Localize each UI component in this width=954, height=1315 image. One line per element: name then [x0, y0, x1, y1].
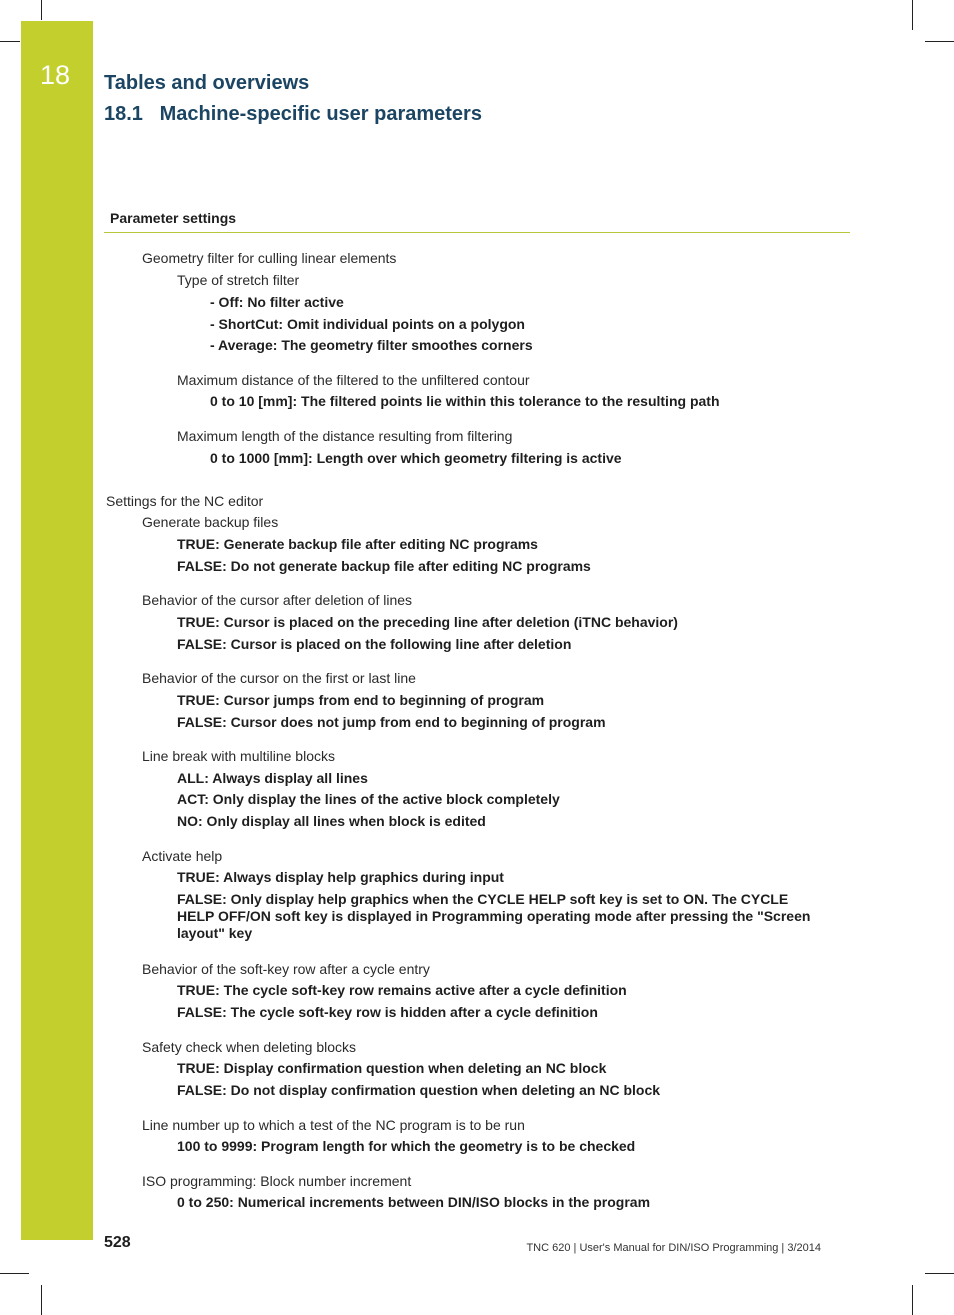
chapter-sidebar — [21, 21, 93, 1240]
parameter-label: Maximum length of the distance resulting from filtering — [177, 428, 513, 444]
crop-mark — [41, 1285, 42, 1315]
parameter-label: Settings for the NC editor — [106, 493, 264, 509]
parameter-label: Activate help — [142, 848, 223, 864]
parameter-label: Maximum distance of the filtered to the unfiltered contour — [177, 372, 530, 388]
parameter-value: 100 to 9999: Program length for which the geometry is to be checked — [177, 1138, 636, 1154]
parameter-label: Behavior of the cursor after deletion of lines — [142, 592, 413, 608]
parameter-label: Behavior of the soft-key row after a cycle entry — [142, 961, 430, 977]
parameter-label: Safety check when deleting blocks — [142, 1039, 357, 1055]
parameter-value: TRUE: Generate backup file after editing NC programs — [177, 536, 538, 552]
parameter-value: ALL: Always display all lines — [177, 770, 368, 786]
parameter-value: FALSE: The cycle soft-key row is hidden after a cycle definition — [177, 1004, 598, 1020]
parameter-label: Behavior of the cursor on the first or last line — [142, 670, 416, 686]
parameter-label: ISO programming: Block number increment — [142, 1173, 412, 1189]
parameter-value: TRUE: The cycle soft-key row remains active after a cycle definition — [177, 982, 627, 998]
crop-mark — [925, 1273, 954, 1274]
parameter-value: FALSE: Do not generate backup file after editing NC programs — [177, 558, 591, 574]
parameter-value: - Off: No filter active — [210, 294, 344, 310]
parameter-value: TRUE: Always display help graphics during input — [177, 869, 504, 885]
parameter-label: Line number up to which a test of the NC program is to be run — [142, 1117, 525, 1133]
parameter-label: Line break with multiline blocks — [142, 748, 335, 764]
crop-mark — [0, 1273, 29, 1274]
footer-text: TNC 620 | User's Manual for DIN/ISO Programming | 3/2014 — [526, 1242, 821, 1254]
chapter-number: 18 — [40, 60, 71, 90]
parameter-value: 0 to 10 [mm]: The filtered points lie within this tolerance to the resulting path — [210, 393, 720, 409]
parameter-value: - Average: The geometry filter smoothes corners — [210, 337, 533, 353]
parameter-value: NO: Only display all lines when block is edited — [177, 813, 486, 829]
crop-mark — [912, 0, 913, 30]
parameter-label: Type of stretch filter — [177, 272, 300, 288]
crop-mark — [0, 41, 20, 42]
crop-mark — [41, 0, 42, 20]
parameter-value: FALSE: Cursor is placed on the following line after deletion — [177, 636, 572, 652]
chapter-title: Tables and overviews — [104, 72, 310, 94]
parameter-value: ACT: Only display the lines of the active block completely — [177, 791, 560, 807]
parameter-value: - ShortCut: Omit individual points on a polygon — [210, 316, 525, 332]
heading-rule — [104, 232, 850, 233]
parameter-value: FALSE: Do not display confirmation question when deleting an NC block — [177, 1082, 661, 1098]
parameter-label: Geometry filter for culling linear elements — [142, 250, 397, 266]
parameter-value: TRUE: Display confirmation question when deleting an NC block — [177, 1060, 607, 1076]
parameter-value: TRUE: Cursor is placed on the preceding line after deletion (iTNC behavior) — [177, 614, 678, 630]
crop-mark — [912, 1285, 913, 1315]
parameter-value: FALSE: Only display help graphics when the CYCLE HELP soft key is set to ON. The CYCLE HELP OFF/ON soft key is displayed in Programming operating mode after pressing the "Screen layout" key — [177, 891, 811, 941]
parameter-settings-heading: Parameter settings — [110, 210, 237, 226]
section-title: 18.1 Machine-specific user parameters — [104, 103, 482, 125]
parameter-label: Generate backup files — [142, 514, 279, 530]
parameter-value: 0 to 250: Numerical increments between DIN/ISO blocks in the program — [177, 1194, 651, 1210]
parameter-value: 0 to 1000 [mm]: Length over which geometry filtering is active — [210, 450, 622, 466]
parameter-value: TRUE: Cursor jumps from end to beginning of program — [177, 692, 545, 708]
parameter-value: FALSE: Cursor does not jump from end to beginning of program — [177, 714, 606, 730]
page-number: 528 — [104, 1234, 131, 1251]
crop-mark — [925, 41, 954, 42]
